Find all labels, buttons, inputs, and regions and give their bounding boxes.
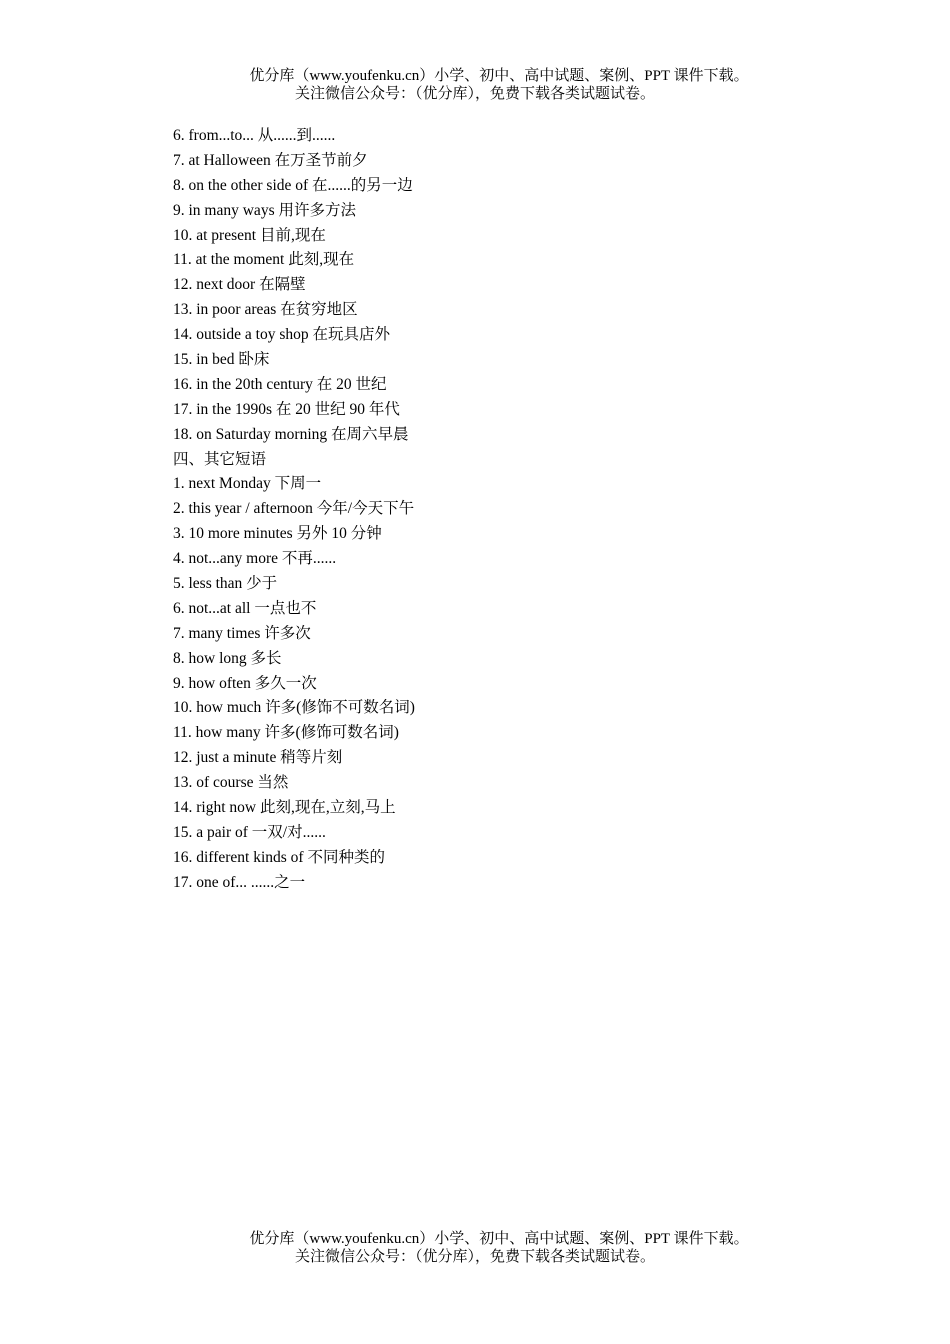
list-item: 9. how often 多久一次 [173,674,317,692]
list-item: 8. on the other side of 在......的另一边 [173,176,413,194]
phrase-list-part3 [173,126,873,450]
list-item: 10. how much 许多(修饰不可数名词) [173,699,415,717]
list-item: 14. right now 此刻,现在,立刻,马上 [173,799,396,817]
list-item: 6. from...to... 从......到...... [173,127,336,144]
list-item: 13. in poor areas 在贫穷地区 [173,301,358,319]
phrase-list-part4 [173,474,873,897]
footer-line-2: 关注微信公众号：（优分库），免费下载各类试题试卷。 [294,1249,655,1265]
list-item: 11. at the moment 此刻,现在 [173,251,355,269]
list-item: 9. in many ways 用许多方法 [173,201,356,219]
list-item: 5. less than 少于 [173,575,278,593]
list-item: 14. outside a toy shop 在玩具店外 [173,326,390,344]
list-item: 16. different kinds of 不同种类的 [173,848,385,866]
list-item: 12. next door 在隔壁 [173,276,306,294]
header-line-1: 优分库（www.youfenku.cn）小学、初中、高中试题、案例、PPT 课件下载。 [249,68,749,84]
list-item: 16. in the 20th century 在 20 世纪 [173,375,387,393]
list-item: 15. in bed 卧床 [173,351,270,369]
list-item: 7. many times 许多次 [173,624,311,642]
list-item: 1. next Monday 下周一 [173,475,322,493]
document-body [173,126,873,898]
header-line-2: 关注微信公众号：（优分库），免费下载各类试题试卷。 [294,86,655,102]
section-heading: 四、其它短语 [173,450,267,468]
list-item: 12. just a minute 稍等片刻 [173,749,343,767]
list-item: 13. of course 当然 [173,774,289,792]
list-item: 8. how long 多长 [173,649,282,667]
list-item: 4. not...any more 不再...... [173,550,337,568]
footer-line-1: 优分库（www.youfenku.cn）小学、初中、高中试题、案例、PPT 课件下载。 [249,1231,749,1247]
list-item: 10. at present 目前,现在 [173,226,326,244]
page-footer [0,1230,950,1266]
list-item: 11. how many 许多(修饰可数名词) [173,724,399,742]
list-item: 18. on Saturday morning 在周六早晨 [173,425,409,443]
list-item: 3. 10 more minutes 另外 10 分钟 [173,525,382,543]
page-header [0,67,950,103]
list-item: 15. a pair of 一双/对...... [173,823,326,841]
list-item: 7. at Halloween 在万圣节前夕 [173,151,368,169]
list-item: 6. not...at all 一点也不 [173,599,317,617]
list-item: 17. in the 1990s 在 20 世纪 90 年代 [173,400,400,418]
list-item: 17. one of... ......之一 [173,873,306,891]
list-item: 2. this year / afternoon 今年/今天下午 [173,500,415,518]
